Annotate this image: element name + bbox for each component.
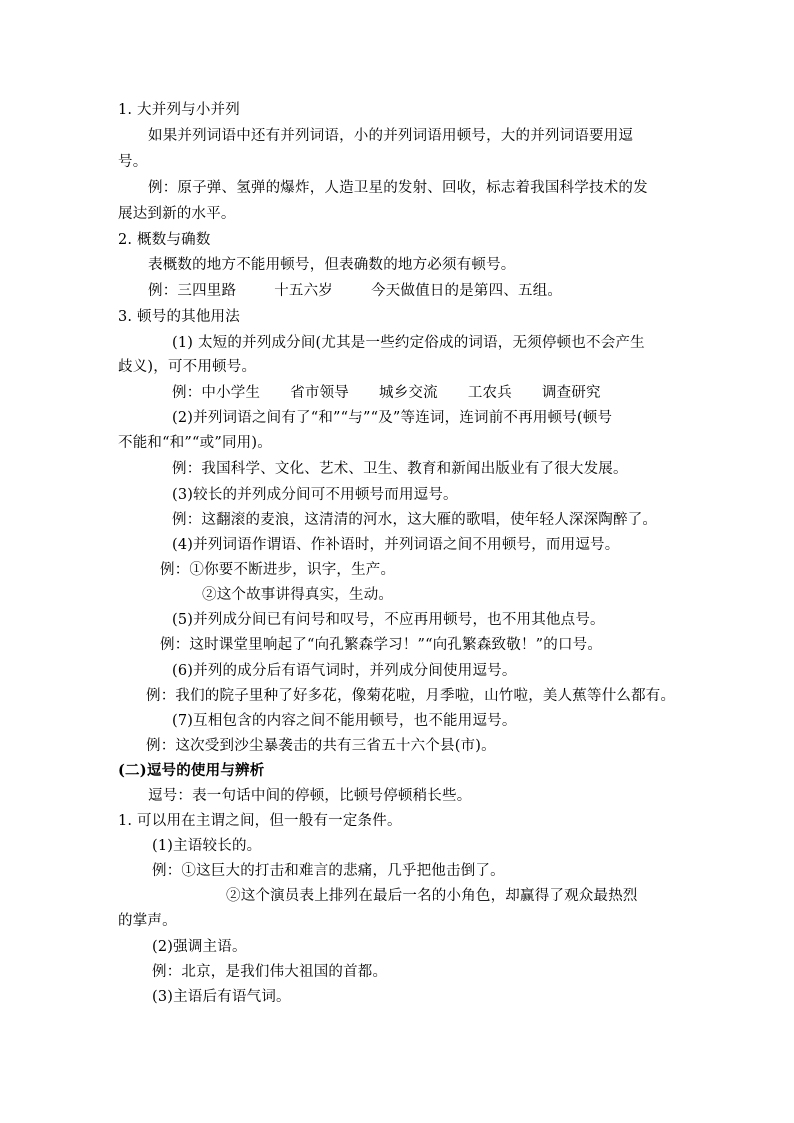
example-line xyxy=(148,281,562,301)
paragraph-line: 不能和“和”“或”同用)。 xyxy=(118,435,272,451)
example-item: 省市领导 xyxy=(290,385,350,401)
example-line: 例：北京，是我们伟大祖国的首都。 xyxy=(152,964,388,980)
example-line: 例：我们的院子里种了好多花，像菊花啦，月季啦，山竹啦，美人蕉等什么都有。 xyxy=(146,688,676,704)
paragraph-line: 歧义)，可不用顿号。 xyxy=(118,359,257,375)
paragraph-line: (7)互相包含的内容之间不能用顿号，也不能用逗号。 xyxy=(172,713,517,729)
example-line: 例：①你要不断进步，识字，生产。 xyxy=(160,562,396,578)
paragraph-line: 号。 xyxy=(118,154,148,170)
heading-1: 1. 大并列与小并列 xyxy=(118,102,240,118)
paragraph-line: (1) 太短的并列成分间(尤其是一些约定俗成的词语，无须停顿也不会产生 xyxy=(172,335,645,351)
example-item: 例：中小学生 xyxy=(172,385,261,401)
paragraph-line: (3)主语后有语气词。 xyxy=(152,989,291,1005)
paragraph-line: 如果并列词语中还有并列词语，小的并列词语用顿号，大的并列词语要用逗 xyxy=(148,128,634,144)
paragraph-line: (2)强调主语。 xyxy=(152,939,247,955)
heading-1: 1. 可以用在主谓之间，但一般有一定条件。 xyxy=(118,813,402,829)
paragraph-line: (5)并列成分间已有问号和叹号，不应再用顿号，也不用其他点号。 xyxy=(172,612,605,628)
section-heading: (二)逗号的使用与辨析 xyxy=(118,762,265,779)
paragraph-line: (3)较长的并列成分间可不用顿号而用逗号。 xyxy=(172,487,458,503)
example-line: 例：这时课堂里响起了“向孔繁森学习！”“向孔繁森致敬！”的口号。 xyxy=(160,637,603,653)
example-line: 例：这次受到沙尘暴袭击的共有三省五十六个县(市)。 xyxy=(146,738,496,754)
example-item: 城乡交流 xyxy=(379,385,438,401)
example-line: 例：原子弹、氢弹的爆炸，人造卫星的发射、回收，标志着我国科学技术的发 xyxy=(148,180,648,196)
example-line: 展达到新的水平。 xyxy=(118,206,236,222)
paragraph-line: (1)主语较长的。 xyxy=(152,838,262,854)
example-line: 例：我国科学、文化、艺术、卫生、教育和新闻出版业有了很大发展。 xyxy=(172,461,628,477)
paragraph-line: (2)并列词语之间有了“和”“与”“及”等连词，连词前不再用顿号(顿号 xyxy=(172,410,613,426)
example-line: 例：这翻滚的麦浪，这清清的河水，这大雁的歌唱，使年轻人深深陶醉了。 xyxy=(172,512,658,528)
example-item: 工农兵 xyxy=(467,385,512,401)
heading-2: 2. 概数与确数 xyxy=(118,232,211,248)
paragraph-line: 表概数的地方不能用顿号，但表确数的地方必须有顿号。 xyxy=(148,257,516,273)
paragraph-line: 逗号：表一句话中间的停顿，比顿号停顿稍长些。 xyxy=(148,788,472,804)
example-line: ②这个故事讲得真实，生动。 xyxy=(202,587,394,603)
heading-3: 3. 顿号的其他用法 xyxy=(118,309,240,325)
paragraph-line: (4)并列词语作谓语、作补语时，并列词语之间不用顿号，而用逗号。 xyxy=(172,537,620,553)
example-item: 例：三四里路 xyxy=(148,283,237,299)
paragraph-line: (6)并列的成分后有语气词时，并列成分间使用逗号。 xyxy=(172,663,517,679)
example-line: ②这个演员表上排列在最后一名的小角色，却赢得了观众最热烈 xyxy=(226,888,638,904)
example-line: 例：①这巨大的打击和难言的悲痛，几乎把他击倒了。 xyxy=(152,863,505,879)
example-item: 今天做值日的是第四、五组。 xyxy=(371,283,563,299)
example-item: 调查研究 xyxy=(541,385,601,401)
example-item: 十五六岁 xyxy=(274,283,334,299)
example-line: 的掌声。 xyxy=(118,913,177,929)
example-line xyxy=(172,383,601,403)
